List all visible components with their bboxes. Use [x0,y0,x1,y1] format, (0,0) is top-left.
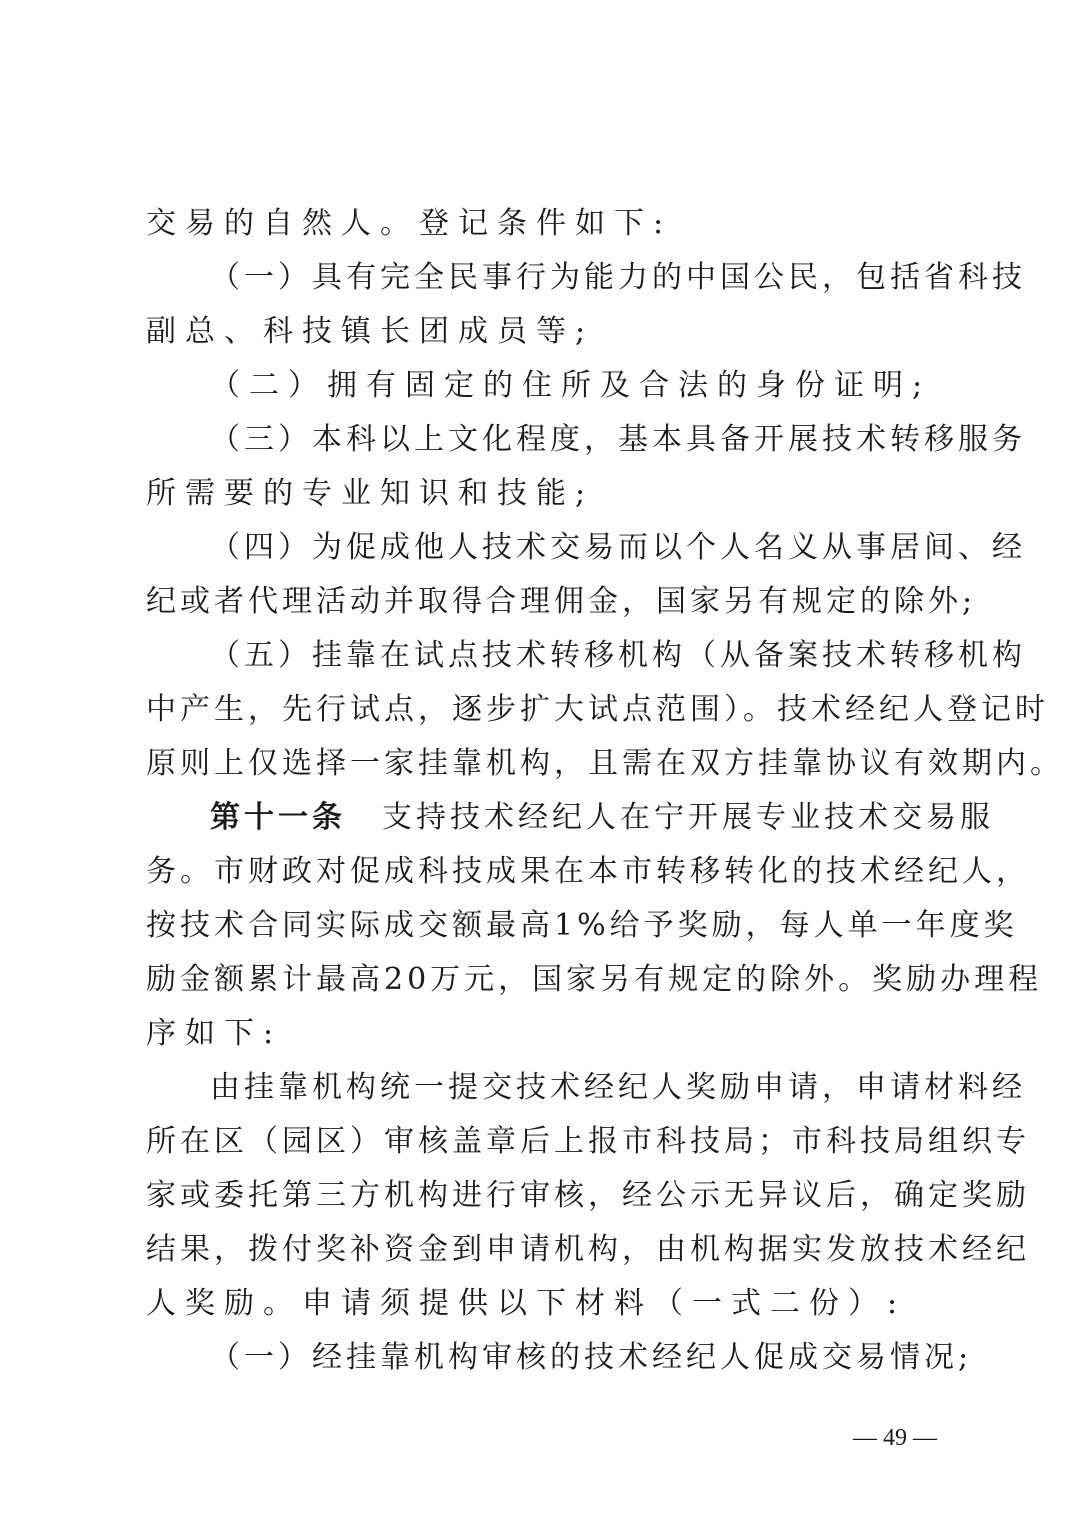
text-line: 原则上仅选择一家挂靠机构，且需在双方挂靠协议有效期内。 [146,746,1064,781]
text-line: （二）拥有固定的住所及合法的身份证明; [210,368,932,403]
text-line: 所在区（园区）审核盖章后上报市科技局；市科技局组织专 [146,1124,1030,1159]
article-line [210,791,994,845]
text-line: 序如下: [146,1016,283,1051]
text-line: （一）经挂靠机构审核的技术经纪人促成交易情况; [210,1340,973,1375]
text-line: 家或委托第三方机构进行审核，经公示无异议后，确定奖励 [146,1178,1030,1213]
text-line: 支持技术经纪人在宁开展专业技术交易服 [382,800,994,835]
text-line: 交易的自然人。登记条件如下: [146,206,673,241]
text-line: 人奖励。申请须提供以下材料（一式二份）: [146,1286,907,1321]
text-line: 纪或者代理活动并取得合理佣金，国家另有规定的除外; [146,584,977,619]
text-line: 副总、科技镇长团成员等; [146,314,595,349]
page-number: — 49 — [853,1425,937,1451]
text-line: （四）为促成他人技术交易而以个人名义从事居间、经 [210,530,1026,565]
text-line: 中产生，先行试点，逐步扩大试点范围）。技术经纪人登记时 [146,692,1049,727]
text-line: （一）具有完全民事行为能力的中国公民，包括省科技 [210,260,1026,295]
text-line: 励金额累计最高20万元，国家另有规定的除外。奖励办理程 [146,962,1043,997]
text-line: 由挂靠机构统一提交技术经纪人奖励申请，申请材料经 [210,1070,1026,1105]
text-line: 结果，拨付奖补资金到申请机构，由机构据实发放技术经纪 [146,1232,1030,1267]
text-line: 所需要的专业知识和技能; [146,476,595,511]
text-line: 按技术合同实际成交额最高1%给予奖励，每人单一年度奖 [146,908,1018,943]
text-line: （五）挂靠在试点技术转移机构（从备案技术转移机构 [210,638,1026,673]
text-line: （三）本科以上文化程度，基本具备开展技术转移服务 [210,422,1026,457]
article-heading: 第十一条 [210,800,346,835]
text-line: 务。市财政对促成科技成果在本市转移转化的技术经纪人， [146,854,1030,889]
